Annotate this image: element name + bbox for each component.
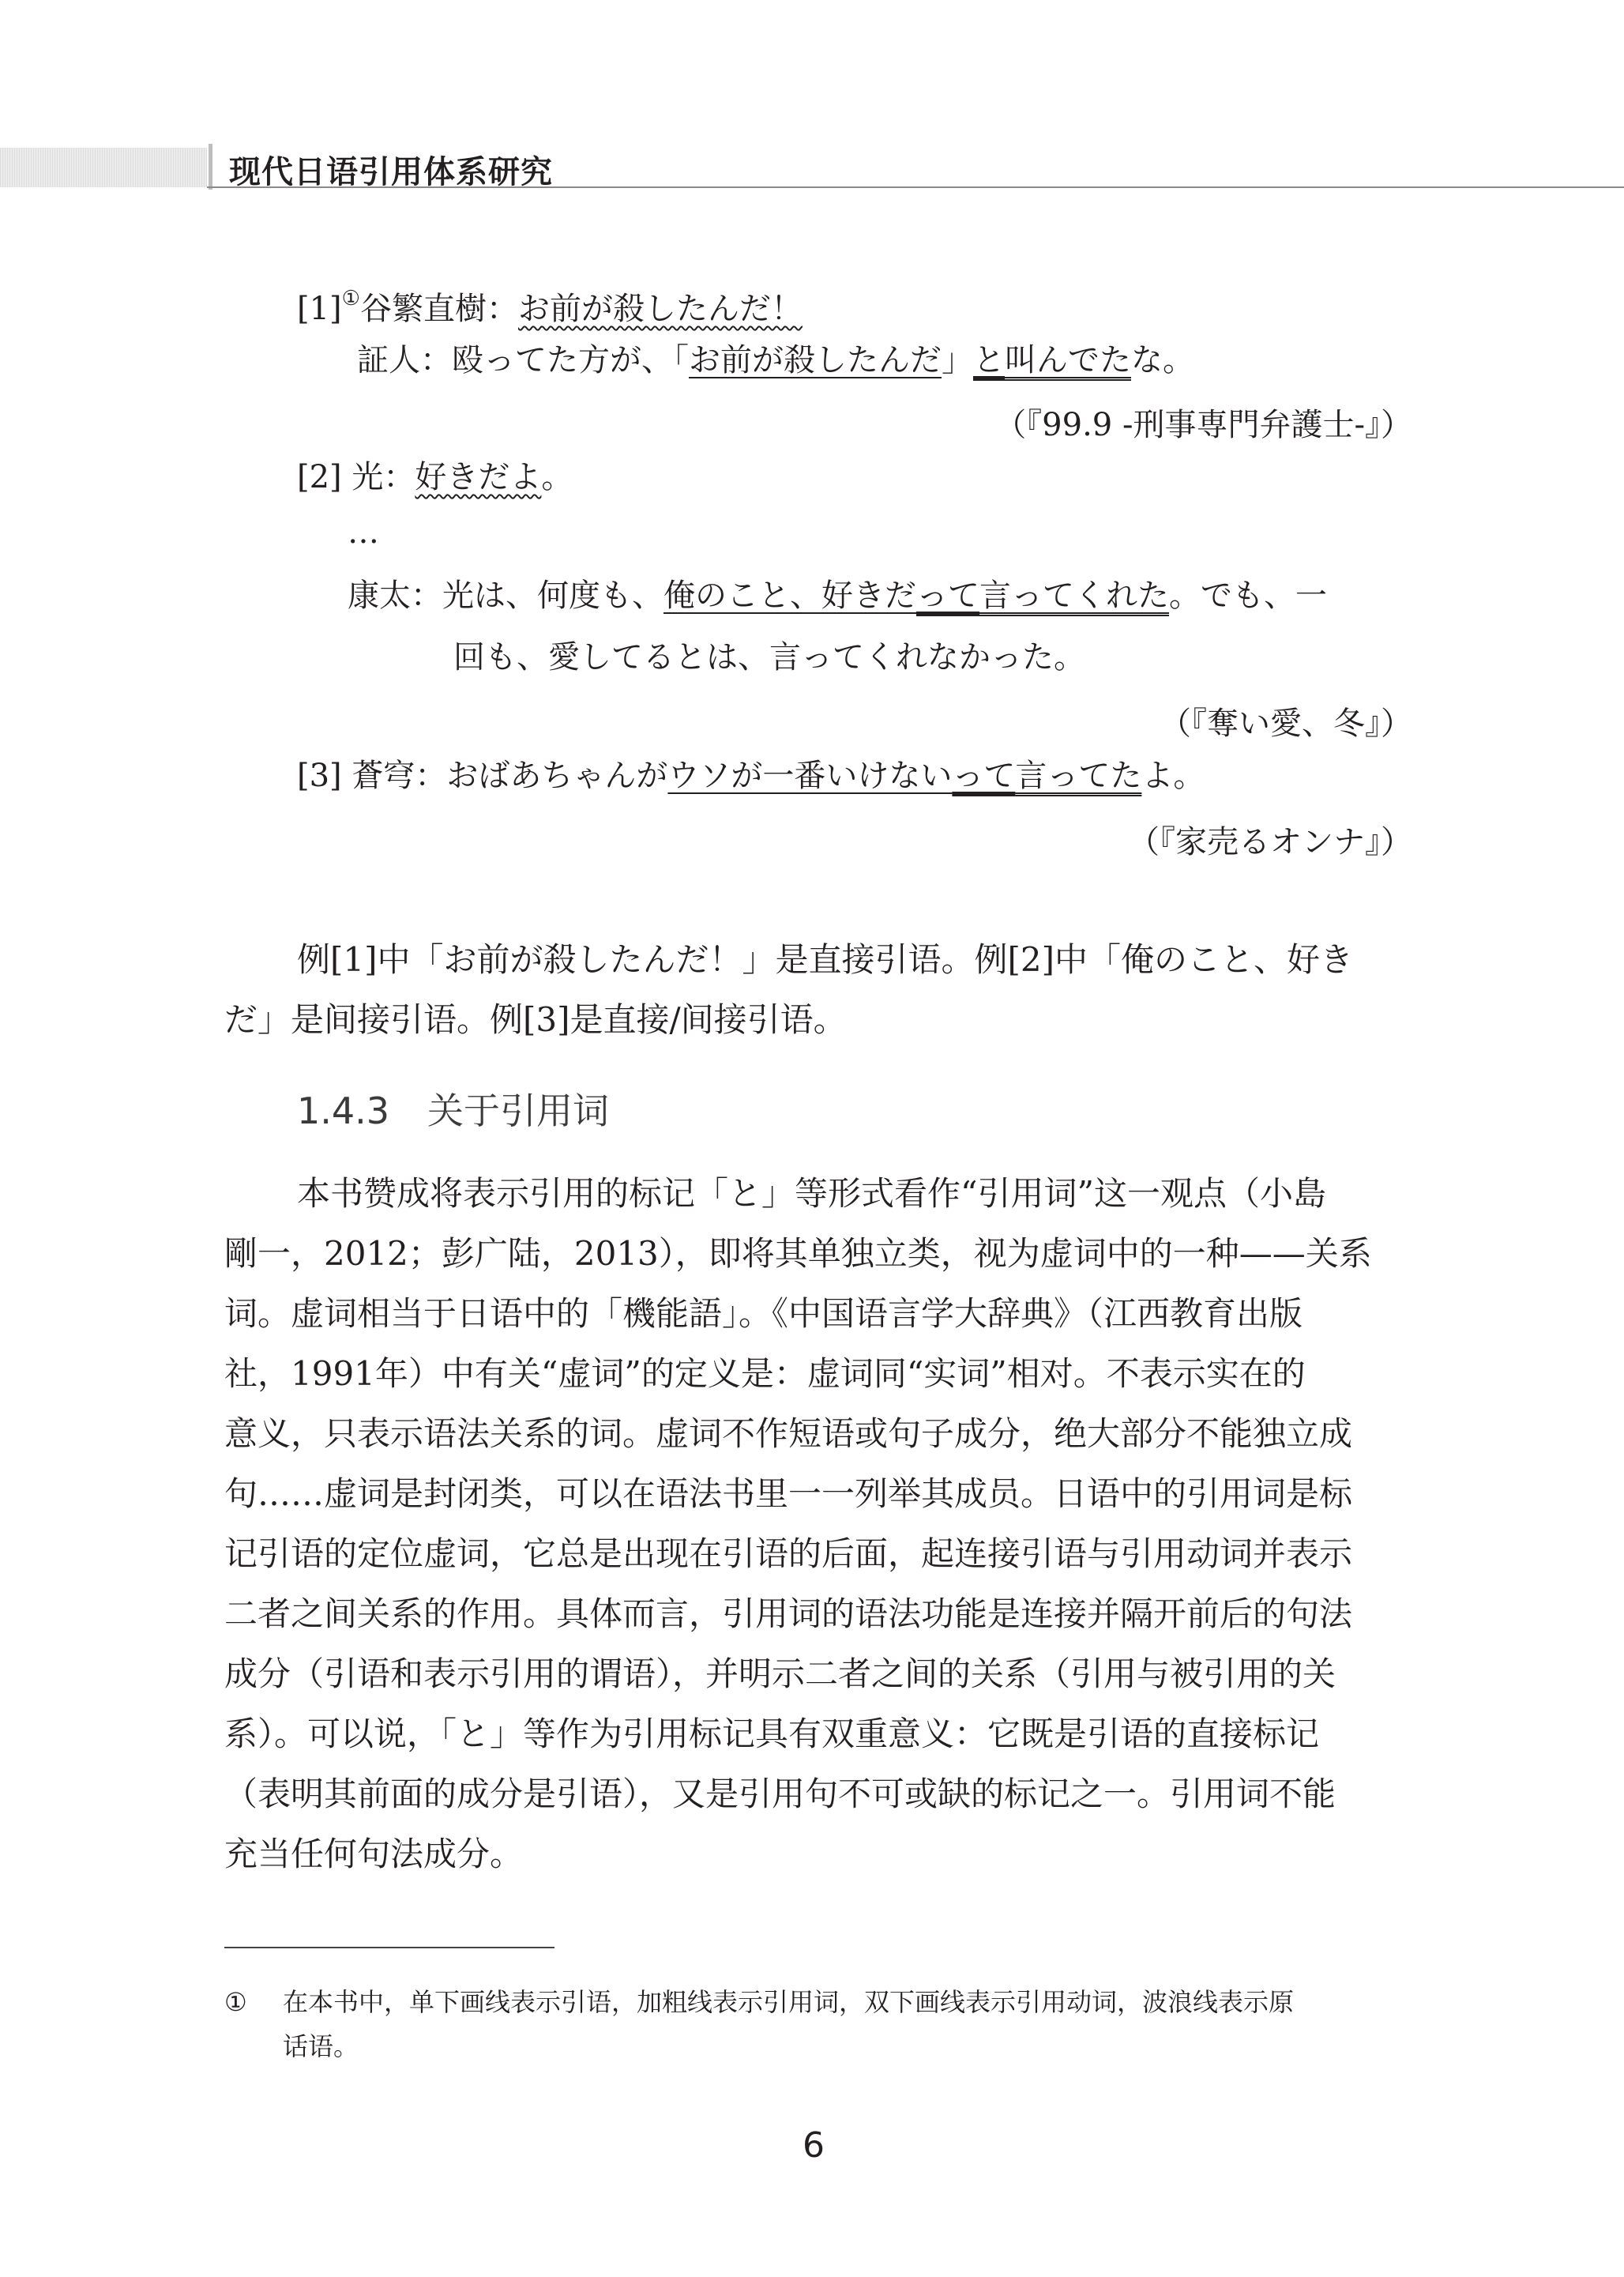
paragraph-2-line: （表明其前面的成分是引语），又是引用句不可或缺的标记之一。引用词不能 (224, 1775, 1336, 1813)
example-3-line-1 (297, 757, 1205, 795)
paragraph-2-line: 成分（引语和表示引用的谓语），并明示二者之间的关系（引用与被引用的关 (224, 1654, 1336, 1693)
quoted-speech: ウソが一番いけない (667, 758, 953, 794)
quoting-verb: 言ってくれた (979, 578, 1169, 614)
example-2-line-1 (297, 458, 573, 496)
example-label: [2] (297, 459, 342, 495)
example-2-line-4: 回も、愛してるとは、言ってくれなかった。 (453, 639, 1085, 676)
example-1-source: （『99.9 -刑事専門弁護士-』） (994, 407, 1412, 443)
paragraph-1-line: だ」是间接引语。例[3]是直接/间接引语。 (224, 1000, 847, 1039)
speaker-name: 康太： (348, 578, 442, 614)
quoted-speech: お前が殺したんだ (689, 342, 942, 378)
example-2-ellipsis: … (348, 514, 379, 551)
paragraph-2-line: 意义，只表示语法关系的词。虚词不作短语或句子成分，绝大部分不能独立成 (224, 1414, 1353, 1453)
narrative-text: 」 (942, 342, 973, 378)
header-divider-bar (209, 144, 212, 190)
running-title: 现代日语引用体系研究 (229, 154, 553, 190)
paragraph-2-line: 句……虚词是封闭类，可以在语法书里一一列举其成员。日语中的引用词是标 (224, 1474, 1353, 1513)
narrative-text: おばあちゃんが (446, 758, 668, 794)
footnote-line: 话语。 (283, 2031, 359, 2061)
quoted-speech: 俺のこと、好きだ (664, 578, 916, 614)
example-1-line-1 (297, 280, 803, 328)
paragraph-2-line: 记引语的定位虚词，它总是出现在引语的后面，起连接引语与引用动词并表示 (224, 1534, 1353, 1573)
footnote-rule (224, 1947, 554, 1948)
quoting-verb: 叫んでた (1005, 342, 1131, 378)
footnote-reference: ① (341, 287, 360, 310)
original-utterance: 好きだよ (415, 459, 542, 495)
narrative-text: 殴ってた方が、「 (452, 342, 689, 378)
section-number: 1.4.3 (297, 1090, 390, 1132)
section-heading (297, 1082, 609, 1135)
paragraph-2-line: 词。虚词相当于日语中的「機能語」。《中国语言学大辞典》（江西教育出版 (224, 1294, 1303, 1333)
narrative-text: 光は、何度も、 (442, 578, 664, 614)
quotative-particle: って (952, 758, 1016, 794)
quotative-particle: と (973, 342, 1005, 378)
example-label: [3] (297, 758, 342, 794)
section-title: 关于引用词 (427, 1090, 610, 1132)
quotative-particle: って (916, 578, 979, 614)
page-number: 6 (803, 2125, 825, 2166)
footnote-line: 在本书中，单下画线表示引语，加粗线表示引用词，双下画线表示引用动词，波浪线表示原 (283, 1987, 1295, 2017)
speaker-name: 光： (351, 459, 415, 495)
example-1-line-2 (357, 341, 1194, 379)
narrative-text: よ。 (1141, 758, 1205, 794)
narrative-text: 。でも、一 (1169, 578, 1327, 614)
speaker-name: 蒼穹： (351, 758, 447, 794)
example-2-source: （『奪い愛、冬』） (1160, 706, 1412, 742)
paragraph-1-line: 例[1]中「お前が殺したんだ！」是直接引语。例[2]中「俺のこと、好き (297, 940, 1353, 979)
speaker-name: 証人： (357, 342, 452, 378)
example-label: [1] (297, 291, 342, 327)
footnote-mark: ① (224, 1987, 247, 2017)
speaker-name: 谷繁直樹： (359, 291, 518, 327)
narrative-text: 。 (541, 459, 573, 495)
paragraph-2-line: 本书赞成将表示引用的标记「と」等形式看作“引用词”这一观点（小島 (297, 1174, 1326, 1213)
narrative-text: な。 (1131, 342, 1194, 378)
paragraph-2-line: 二者之间关系的作用。具体而言，引用词的语法功能是连接并隔开前后的句法 (224, 1594, 1353, 1633)
header-decoration-band (0, 148, 207, 187)
paragraph-2-line: 充当任何句法成分。 (224, 1835, 524, 1873)
example-3-source: （『家売るオンナ』） (1128, 824, 1412, 860)
original-utterance: お前が殺したんだ！ (517, 291, 803, 327)
quoting-verb: 言ってた (1015, 758, 1142, 794)
paragraph-2-line: 系）。可以说，「と」等作为引用标记具有双重意义：它既是引语的直接标记 (224, 1714, 1320, 1753)
example-2-line-3 (348, 577, 1327, 615)
paragraph-2-line: 社，1991年）中有关“虚词”的定义是：虚词同“实词”相对。不表示实在的 (224, 1354, 1306, 1393)
paragraph-2-line: 剛一，2012；彭广陆，2013），即将其单独立类，视为虚词中的一种——关系 (224, 1234, 1372, 1273)
